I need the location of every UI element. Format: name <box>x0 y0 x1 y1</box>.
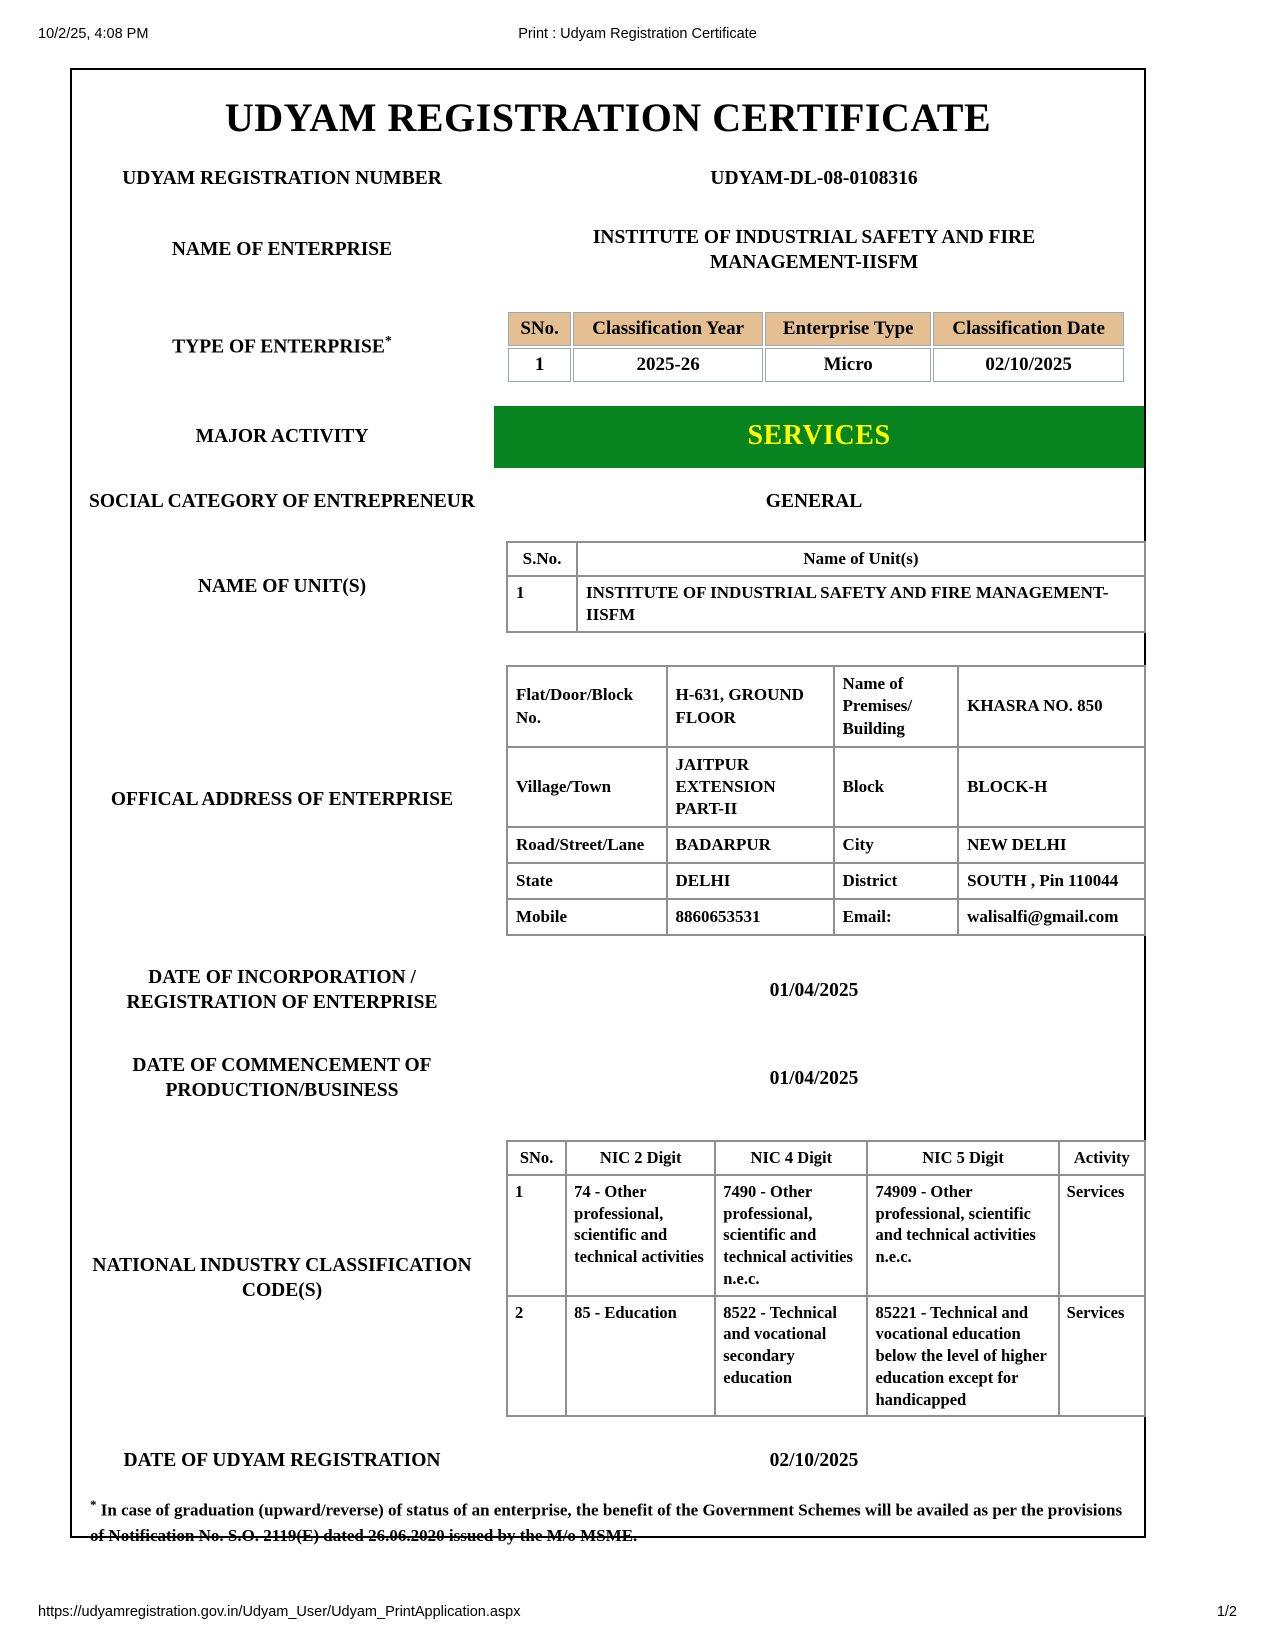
print-date: 10/2/25, 4:08 PM <box>38 26 149 42</box>
print-footer-page-number: 1/2 <box>1216 1604 1237 1620</box>
col-nic-activity: Activity <box>1059 1141 1145 1175</box>
col-sno: SNo. <box>508 312 571 346</box>
label-date-of-incorporation: DATE OF INCORPORATION / REGISTRATION OF ENTERPRISE <box>126 967 438 1014</box>
value-date-of-udyam-registration: 02/10/2025 <box>769 1450 859 1472</box>
table-header-row <box>507 542 1145 576</box>
addr-key-district: District <box>834 863 959 899</box>
label-date-of-commencement: DATE OF COMMENCEMENT OF PRODUCTION/BUSINESS <box>132 1055 432 1102</box>
value-social-category: GENERAL <box>765 491 863 513</box>
label-type-of-enterprise <box>72 333 492 360</box>
classification-table <box>506 310 1126 385</box>
asterisk-marker: * <box>384 334 392 350</box>
cell-nic-2-digit: 74 - Other professional, scientific and technical activities <box>566 1175 715 1296</box>
table-row <box>508 348 1124 382</box>
addr-value-road-street-lane: BADARPUR <box>667 827 834 863</box>
addr-value-block: BLOCK-H <box>958 747 1145 827</box>
cell-classification-date: 02/10/2025 <box>933 348 1124 382</box>
page-title: UDYAM REGISTRATION CERTIFICATE <box>224 95 992 140</box>
label-name-of-enterprise: NAME OF ENTERPRISE <box>171 239 393 261</box>
address-table-wrap <box>492 665 1154 936</box>
table-header-row <box>507 1141 1145 1175</box>
addr-key-email: Email: <box>834 899 959 935</box>
col-classification-date: Classification Date <box>933 312 1124 346</box>
units-table-wrap <box>492 541 1154 633</box>
col-unit-sno: S.No. <box>507 542 577 576</box>
addr-value-mobile: 8860653531 <box>667 899 834 935</box>
addr-key-state: State <box>507 863 667 899</box>
row-social-category <box>72 490 1144 515</box>
addr-key-mobile: Mobile <box>507 899 667 935</box>
cell-nic-sno: 2 <box>507 1296 566 1417</box>
cell-nic-5-digit: 74909 - Other professional, scientific and technical activities n.e.c. <box>867 1175 1058 1296</box>
addr-value-email: walisalfi@gmail.com <box>958 899 1145 935</box>
col-nic-4-digit: NIC 4 Digit <box>715 1141 867 1175</box>
cell-nic-activity: Services <box>1059 1175 1145 1296</box>
print-footer-url: https://udyamregistration.gov.in/Udyam_User/Udyam_PrintApplication.aspx <box>38 1604 521 1620</box>
addr-key-city: City <box>834 827 959 863</box>
table-row <box>507 666 1145 746</box>
col-classification-year: Classification Year <box>573 312 763 346</box>
table-row <box>507 863 1145 899</box>
row-nic-codes <box>72 1140 1144 1417</box>
cell-nic-sno: 1 <box>507 1175 566 1296</box>
addr-value-premises-building: KHASRA NO. 850 <box>958 666 1145 746</box>
addr-value-flat-door-block: H-631, GROUND FLOOR <box>667 666 834 746</box>
addr-value-city: NEW DELHI <box>958 827 1145 863</box>
label-date-of-udyam-registration: DATE OF UDYAM REGISTRATION <box>123 1450 441 1472</box>
cell-enterprise-type: Micro <box>765 348 931 382</box>
table-header-row <box>508 312 1124 346</box>
footnote-text: In case of graduation (upward/reverse) of status of an enterprise, the benefit of the Government Schemes will be availed as per the provisions of Notification No. S.O. 2119(E) dated 26.06.2020 issued by the M/o MSME. <box>90 1501 1123 1545</box>
label-udyam-registration-number: UDYAM REGISTRATION NUMBER <box>122 168 442 189</box>
cell-classification-year: 2025-26 <box>573 348 763 382</box>
footnote <box>90 1496 1126 1548</box>
cell-sno: 1 <box>508 348 571 382</box>
addr-key-village-town: Village/Town <box>507 747 667 827</box>
units-table <box>506 541 1146 633</box>
cell-nic-activity: Services <box>1059 1296 1145 1417</box>
table-row <box>507 827 1145 863</box>
addr-value-village-town: JAITPUR EXTENSION PART-II <box>667 747 834 827</box>
row-date-of-commencement <box>72 1054 1144 1104</box>
major-activity-banner-wrap <box>494 406 1144 468</box>
nic-table <box>506 1140 1146 1417</box>
addr-key-road-street-lane: Road/Street/Lane <box>507 827 667 863</box>
value-date-of-commencement: 01/04/2025 <box>769 1067 859 1089</box>
label-type-of-enterprise-text: TYPE OF ENTERPRISE <box>172 336 385 358</box>
row-udyam-registration-number <box>72 167 1144 192</box>
label-major-activity: MAJOR ACTIVITY <box>195 426 369 447</box>
value-udyam-registration-number: UDYAM-DL-08-0108316 <box>710 168 918 189</box>
nic-table-wrap <box>492 1140 1154 1417</box>
row-date-of-udyam-registration <box>72 1449 1144 1474</box>
cell-nic-4-digit: 8522 - Technical and vocational secondary education <box>715 1296 867 1417</box>
table-row <box>507 1296 1145 1417</box>
addr-value-state: DELHI <box>667 863 834 899</box>
row-type-of-enterprise <box>72 310 1144 385</box>
table-row <box>507 576 1145 632</box>
row-date-of-incorporation <box>72 966 1144 1016</box>
print-title: Print : Udyam Registration Certificate <box>518 26 757 42</box>
col-nic-sno: SNo. <box>507 1141 566 1175</box>
col-enterprise-type: Enterprise Type <box>765 312 931 346</box>
addr-value-district: SOUTH , Pin 110044 <box>958 863 1145 899</box>
footnote-asterisk: * <box>90 1497 97 1513</box>
value-name-of-enterprise: INSTITUTE OF INDUSTRIAL SAFETY AND FIRE MANAGEMENT-IISFM <box>592 226 1036 273</box>
table-row <box>507 747 1145 827</box>
row-name-of-units <box>72 541 1144 633</box>
row-name-of-enterprise <box>72 226 1144 276</box>
major-activity-banner: SERVICES <box>494 406 1144 468</box>
addr-key-block: Block <box>834 747 959 827</box>
row-major-activity <box>72 406 1144 468</box>
classification-table-wrap <box>492 310 1144 385</box>
table-row <box>507 1175 1145 1296</box>
label-nic-codes: NATIONAL INDUSTRY CLASSIFICATION CODE(S) <box>92 1254 472 1301</box>
label-social-category: SOCIAL CATEGORY OF ENTREPRENEUR <box>89 491 475 513</box>
row-official-address <box>72 665 1144 936</box>
cell-nic-2-digit: 85 - Education <box>566 1296 715 1417</box>
print-footer <box>0 1604 1275 1624</box>
addr-key-premises-building: Name of Premises/ Building <box>834 666 959 746</box>
cell-unit-name: INSTITUTE OF INDUSTRIAL SAFETY AND FIRE MANAGEMENT-IISFM <box>577 576 1145 632</box>
addr-key-flat-door-block: Flat/Door/Block No. <box>507 666 667 746</box>
print-header <box>0 26 1275 48</box>
col-unit-name: Name of Unit(s) <box>577 542 1145 576</box>
value-date-of-incorporation: 01/04/2025 <box>769 979 859 1001</box>
cell-unit-sno: 1 <box>507 576 577 632</box>
col-nic-5-digit: NIC 5 Digit <box>867 1141 1058 1175</box>
label-official-address: OFFICAL ADDRESS OF ENTERPRISE <box>110 789 454 811</box>
label-name-of-units: NAME OF UNIT(S) <box>197 575 367 597</box>
table-row <box>507 899 1145 935</box>
certificate-frame <box>70 68 1146 1545</box>
address-table <box>506 665 1146 936</box>
cell-nic-4-digit: 7490 - Other professional, scientific and technical activities n.e.c. <box>715 1175 867 1296</box>
cell-nic-5-digit: 85221 - Technical and vocational education below the level of higher education except for handicapped <box>867 1296 1058 1417</box>
col-nic-2-digit: NIC 2 Digit <box>566 1141 715 1175</box>
